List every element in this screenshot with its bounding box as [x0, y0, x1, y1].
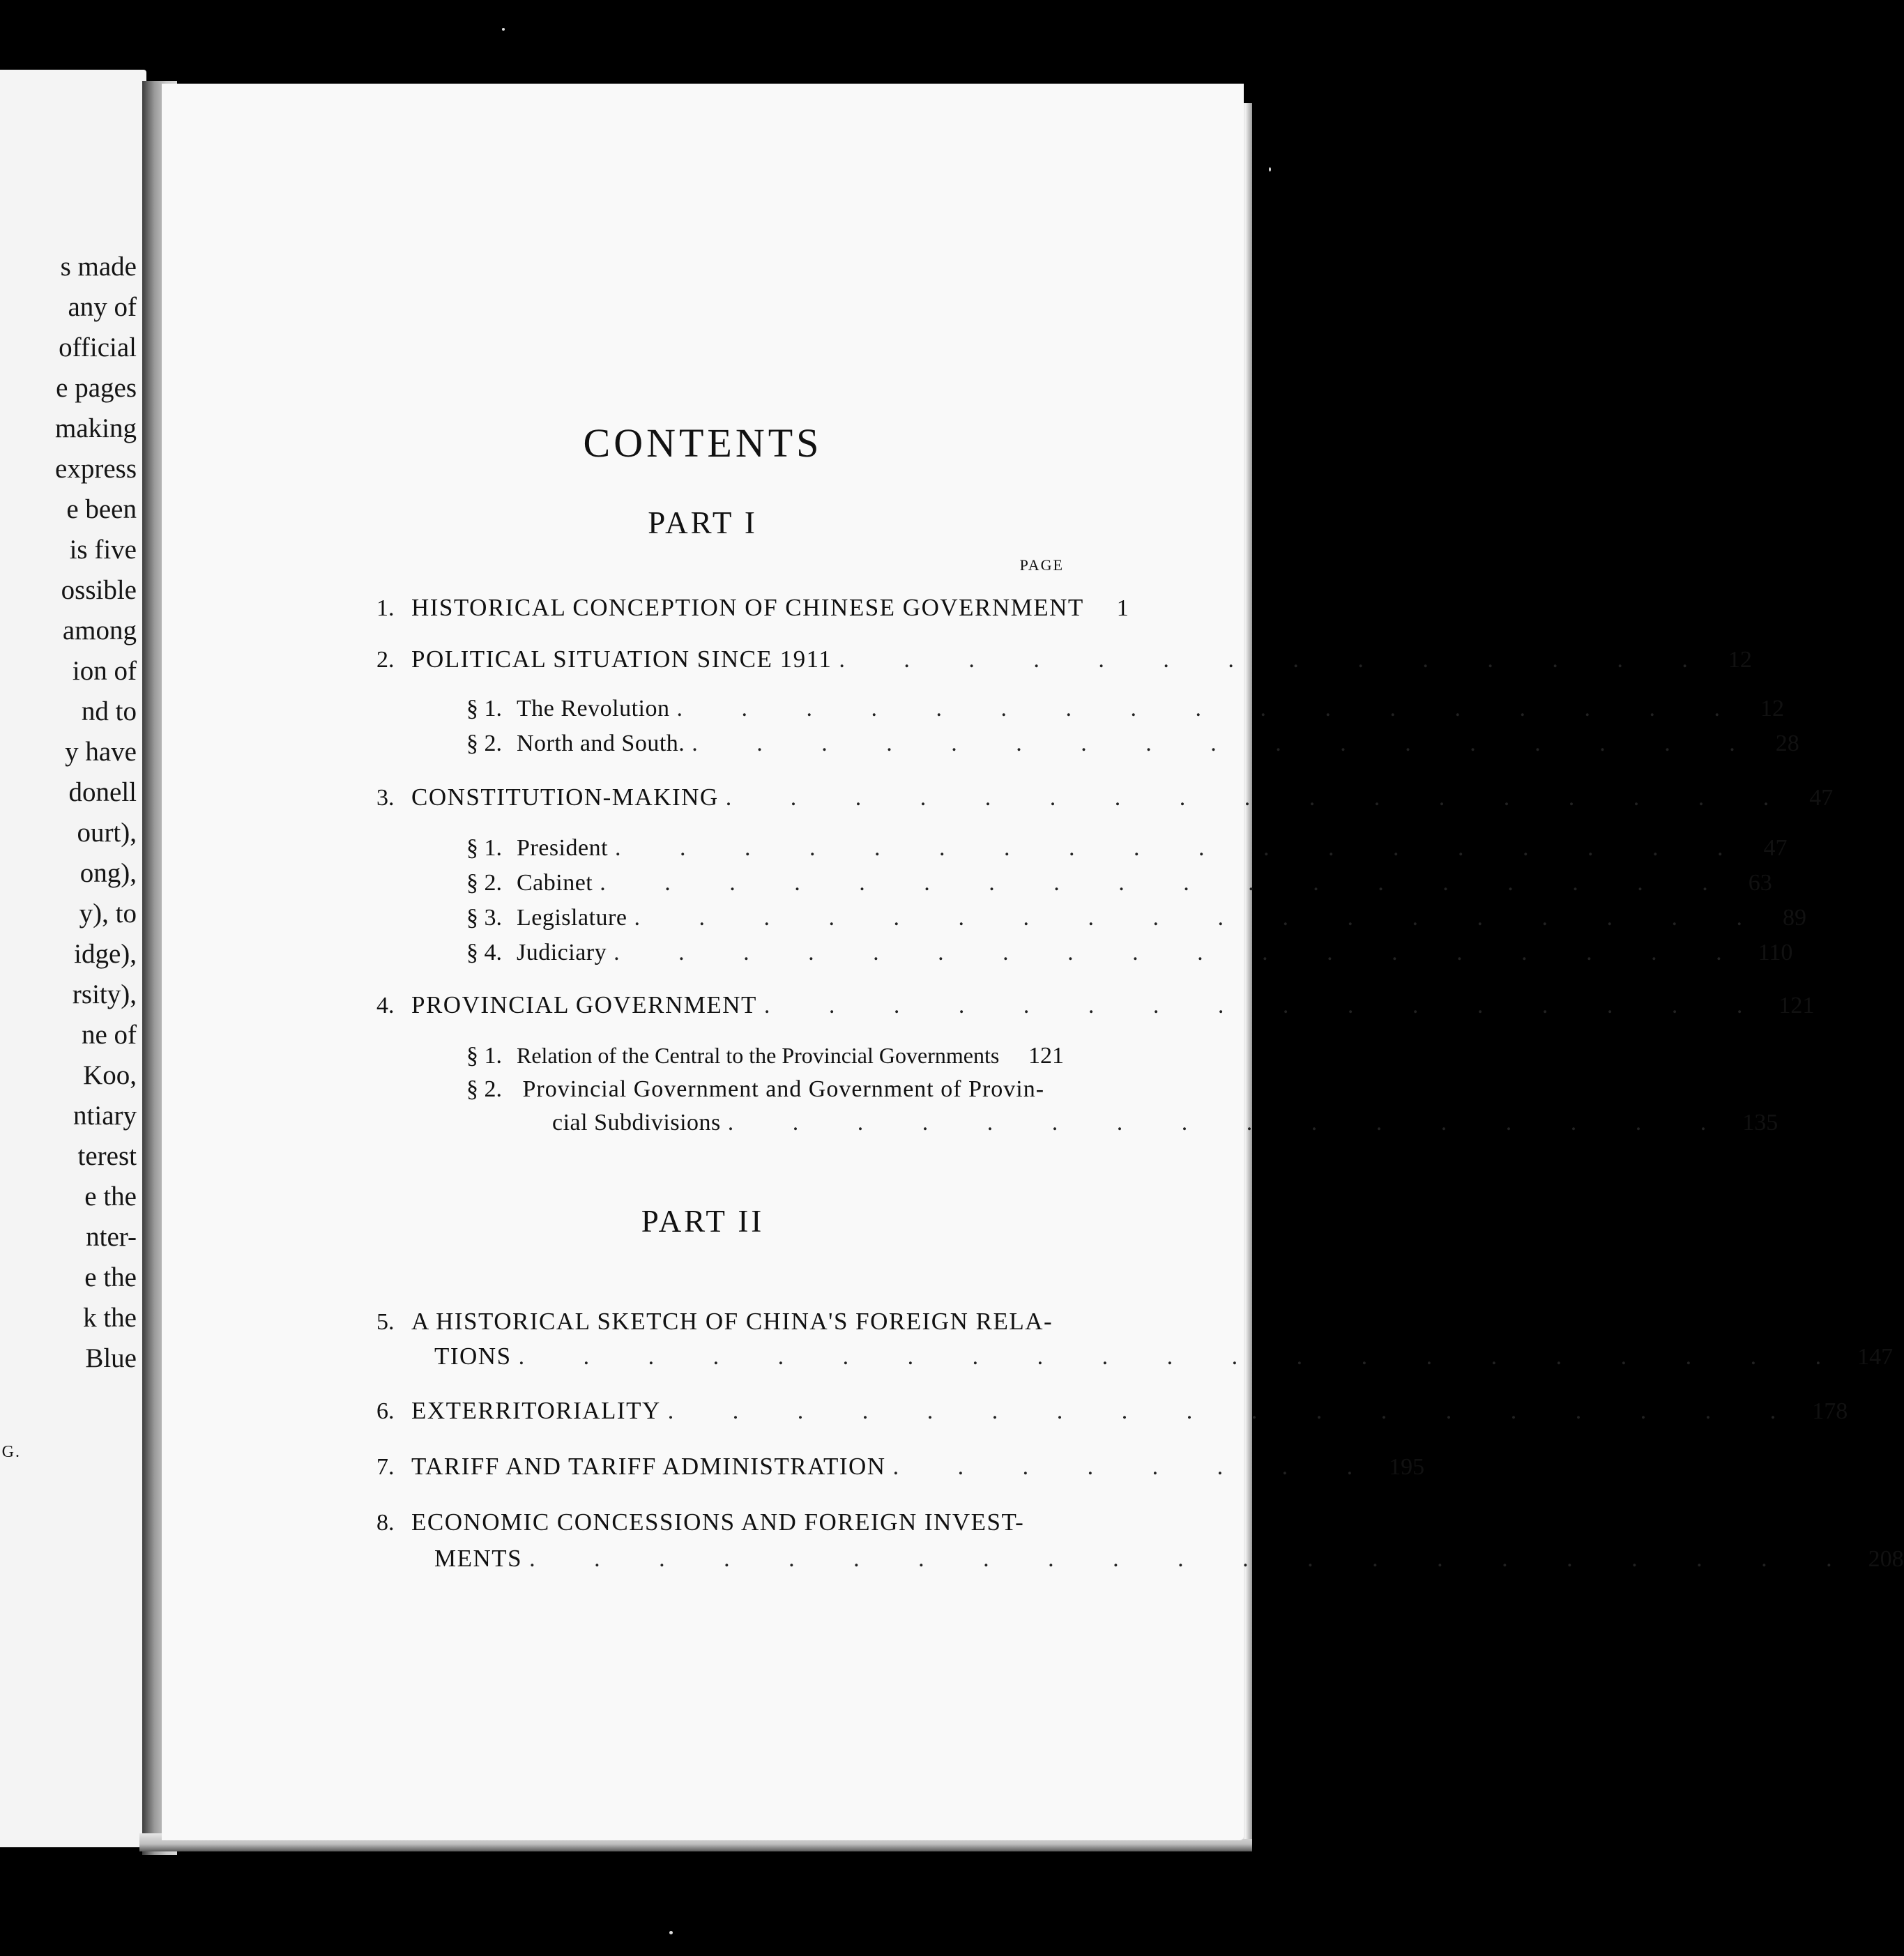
chapter-number: 6.: [376, 1398, 395, 1424]
toc-chapter-4[interactable]: [376, 991, 1815, 1019]
facing-text-line: idge),: [74, 939, 137, 969]
chapter-number: 4.: [376, 993, 395, 1018]
chapter-page: 147: [1857, 1344, 1894, 1370]
dust-speck: [669, 1931, 673, 1934]
facing-text-line: rsity),: [72, 979, 137, 1009]
toc-chapter-2[interactable]: [376, 645, 1752, 673]
contents-page: [162, 84, 1904, 1840]
section-page: 89: [1782, 905, 1806, 931]
facing-page: [0, 70, 146, 1847]
dot-leader: . . . . . . . . . . . . . . . . . .: [634, 905, 1769, 931]
chapter-number: 8.: [376, 1510, 395, 1536]
chapter-number: 3.: [376, 785, 395, 811]
facing-text-line: Blue: [85, 1343, 137, 1373]
toc-section[interactable]: [466, 1076, 1044, 1103]
section-number: § 1.: [466, 696, 502, 721]
section-title: Legislature: [517, 905, 627, 931]
section-number: § 4.: [466, 940, 502, 965]
section-number: § 1.: [466, 835, 502, 861]
facing-text-line: k the: [83, 1303, 137, 1333]
dot-leader: . . . . . . . . . . . . . . . . . .: [667, 1398, 1803, 1424]
chapter-page: 178: [1812, 1398, 1848, 1424]
toc-section[interactable]: [466, 870, 1772, 896]
facing-text-line: s made: [60, 252, 137, 282]
dot-leader: . . . . . . . .: [892, 1454, 1380, 1480]
section-title: Cabinet: [517, 870, 593, 896]
dust-speck: [1269, 167, 1271, 171]
facing-text-line: ong),: [79, 858, 137, 888]
chapter-title: PROVINCIAL GOVERNMENT: [411, 991, 757, 1018]
section-title: Relation of the Central to the Provincial Governments: [517, 1043, 1000, 1068]
chapter-page: 121: [1779, 993, 1815, 1018]
section-page: 135: [1742, 1110, 1779, 1136]
chapter-page: 47: [1809, 785, 1834, 811]
facing-text-line: e the: [84, 1182, 137, 1212]
section-number: § 2.: [466, 1076, 502, 1102]
dust-speck: [502, 28, 505, 31]
facing-text-line: ion of: [72, 656, 137, 686]
chapter-page: 12: [1728, 647, 1752, 673]
contents-title: CONTENTS: [583, 420, 823, 466]
section-page: 63: [1748, 870, 1772, 896]
chapter-number: 5.: [376, 1309, 395, 1335]
section-page: 110: [1758, 940, 1793, 965]
facing-text-line: among: [62, 616, 137, 645]
dot-leader: . . . . . . . . . . . . . . . . . .: [615, 835, 1750, 861]
dot-leader: . . . . . . . . . . . . . . . . .: [692, 731, 1762, 756]
toc-chapter-5-continued[interactable]: [434, 1343, 1894, 1370]
dot-leader: . . . . . . . . . . . . . . . .: [727, 1110, 1733, 1136]
facing-text-line: y), to: [79, 899, 137, 929]
chapter-number: 2.: [376, 647, 395, 673]
chapter-title-continued: TIONS: [434, 1343, 512, 1370]
dot-leader: . . . . . . . . . . . . . . . . .: [676, 696, 1746, 721]
section-page: 12: [1760, 696, 1784, 721]
chapter-page: 208: [1868, 1546, 1904, 1572]
chapter-title: A HISTORICAL SKETCH OF CHINA'S FOREIGN RELA-: [411, 1308, 1053, 1335]
chapter-title: POLITICAL SITUATION SINCE 1911: [411, 645, 832, 673]
section-title: President: [517, 835, 609, 861]
section-number: § 3.: [466, 905, 502, 931]
chapter-title: EXTERRITORIALITY: [411, 1397, 661, 1424]
toc-section[interactable]: [466, 835, 1788, 862]
toc-chapter-8[interactable]: [376, 1508, 1064, 1536]
section-title: North and South.: [517, 731, 685, 756]
section-number: § 2.: [466, 731, 502, 756]
toc-section[interactable]: [466, 1043, 1064, 1069]
dot-leader: . . . . . . . . . . . . . . . . . . . . .: [529, 1546, 1859, 1572]
section-page: 28: [1775, 731, 1799, 756]
section-title: Judiciary: [517, 940, 607, 965]
section-title: Provincial Government and Government of Provin-: [522, 1076, 1045, 1102]
toc-chapter-7[interactable]: [376, 1453, 1425, 1481]
section-title-continued: cial Subdivisions: [552, 1110, 721, 1136]
dot-leader: . . . . . . . . . . . . . . . .: [763, 993, 1769, 1018]
section-title: The Revolution: [517, 696, 670, 721]
dot-leader: . . . . . . . . . . . . . . . . . . . . .: [518, 1344, 1848, 1370]
chapter-page: 1: [1116, 595, 1129, 621]
toc-section[interactable]: [466, 940, 1793, 966]
toc-chapter-6[interactable]: [376, 1397, 1848, 1425]
facing-text-line: ourt),: [77, 818, 137, 848]
facing-text-line: making: [55, 413, 137, 443]
facing-text-line: ossible: [61, 575, 137, 605]
facing-text-line: Koo,: [83, 1060, 137, 1090]
chapter-title-continued: MENTS: [434, 1545, 523, 1572]
toc-chapter-1[interactable]: [376, 594, 1129, 622]
dot-leader: . . . . . . . . . . . . . .: [839, 647, 1714, 673]
section-number: § 2.: [466, 870, 502, 896]
toc-chapter-8-continued[interactable]: [434, 1545, 1904, 1573]
facing-text-line: nd to: [81, 696, 137, 726]
facing-text-line: ne of: [81, 1020, 137, 1050]
section-page: 47: [1763, 835, 1788, 861]
toc-section[interactable]: [466, 731, 1799, 757]
facing-text-line: official: [59, 333, 137, 362]
toc-chapter-5[interactable]: [376, 1308, 1064, 1336]
facing-signature: G.: [1, 1443, 21, 1461]
page-column-label: PAGE: [1019, 556, 1064, 574]
toc-section[interactable]: [466, 905, 1806, 931]
facing-text-line: nter-: [86, 1222, 137, 1252]
facing-text-line: e pages: [56, 373, 137, 403]
chapter-page: 195: [1389, 1454, 1425, 1480]
dot-leader: . . . . . . . . . . . . . . . . .: [725, 785, 1796, 811]
facing-text-line: y have: [65, 737, 137, 767]
toc-section-continued[interactable]: [552, 1110, 1779, 1136]
chapter-title: HISTORICAL CONCEPTION OF CHINESE GOVERNMENT: [411, 594, 1084, 621]
facing-text-line: donell: [68, 777, 137, 807]
facing-text-line: e been: [66, 494, 137, 524]
dot-leader: . . . . . . . . . . . . . . . . . .: [614, 940, 1749, 965]
chapter-title: TARIFF AND TARIFF ADMINISTRATION: [411, 1453, 886, 1480]
dot-leader: . . . . . . . . . . . . . . . . . .: [600, 870, 1735, 896]
chapter-title: CONSTITUTION-MAKING: [411, 784, 719, 811]
facing-text-line: terest: [77, 1141, 137, 1171]
section-number: § 1.: [466, 1043, 502, 1069]
chapter-number: 1.: [376, 595, 395, 621]
part-2-heading: PART II: [641, 1204, 765, 1239]
facing-text-line: ntiary: [73, 1101, 137, 1131]
part-1-heading: PART I: [648, 505, 758, 540]
toc-section[interactable]: [466, 696, 1784, 722]
facing-text-line: is five: [69, 535, 137, 565]
chapter-number: 7.: [376, 1454, 395, 1480]
facing-text-line: express: [55, 454, 137, 484]
toc-chapter-3[interactable]: [376, 784, 1834, 811]
chapter-title: ECONOMIC CONCESSIONS AND FOREIGN INVEST-: [411, 1508, 1025, 1536]
facing-text-line: e the: [84, 1262, 137, 1292]
section-page: 121: [1028, 1043, 1064, 1069]
facing-text-line: any of: [68, 292, 137, 322]
